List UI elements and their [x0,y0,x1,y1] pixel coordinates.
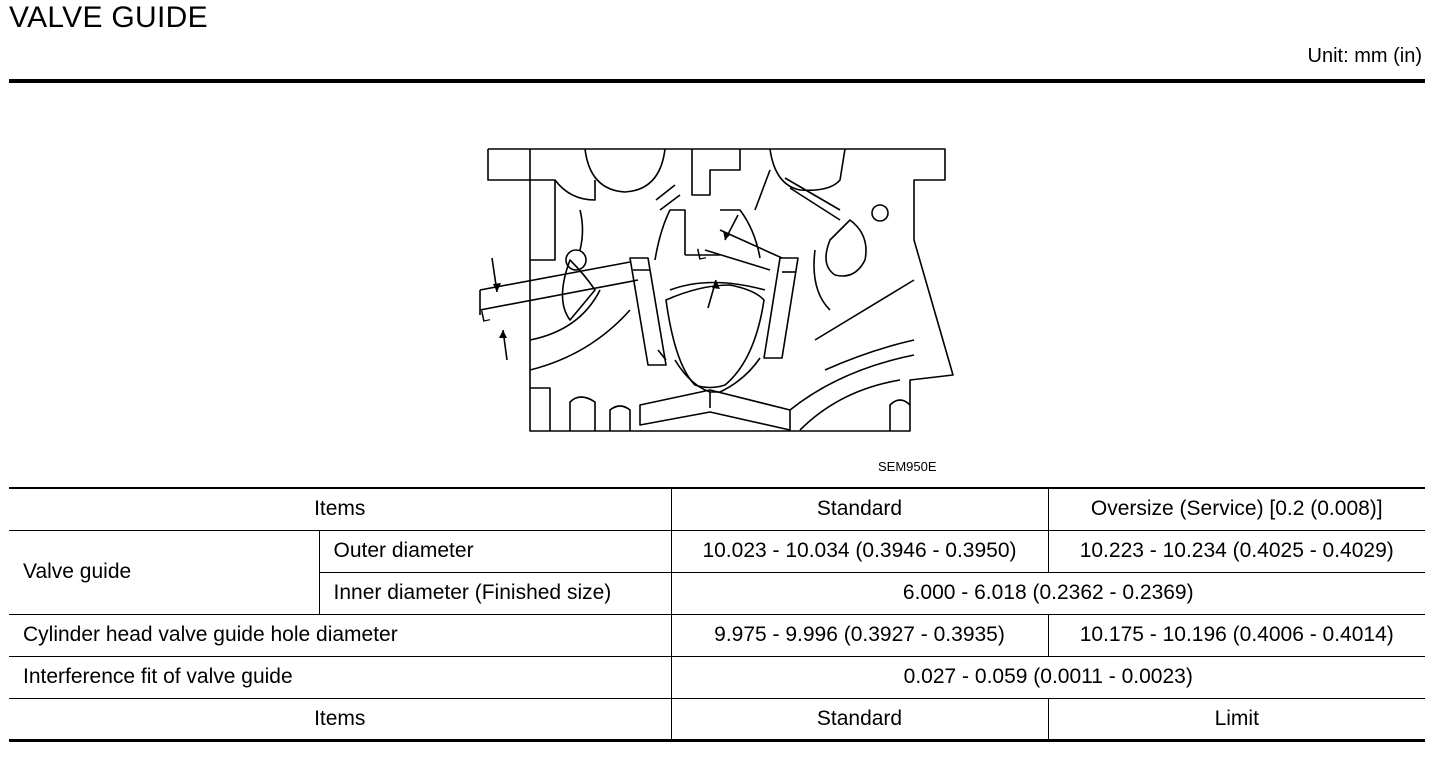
dimension-l-left: L [479,307,492,326]
header-items: Items [9,488,671,530]
outer-diameter-oversize: 10.223 - 10.234 (0.4025 - 0.4029) [1048,530,1425,572]
figure-code: SEM950E [878,459,937,474]
table-row [9,656,1425,698]
table-row [9,530,1425,572]
footer-standard: Standard [671,698,1048,740]
footer-limit: Limit [1048,698,1425,740]
hole-diameter-oversize: 10.175 - 10.196 (0.4006 - 0.4014) [1048,614,1425,656]
valve-guide-label: Valve guide [9,530,319,614]
hole-diameter-label: Cylinder head valve guide hole diameter [9,614,671,656]
header-oversize: Oversize (Service) [0.2 (0.008)] [1048,488,1425,530]
table-footer-row [9,698,1425,740]
footer-items: Items [9,698,671,740]
unit-label: Unit: mm (in) [1307,45,1422,67]
hole-diameter-standard: 9.975 - 9.996 (0.3927 - 0.3935) [671,614,1048,656]
inner-diameter-value: 6.000 - 6.018 (0.2362 - 0.2369) [671,572,1425,614]
dimension-l-right: L [695,245,708,264]
table-header-row [9,488,1425,530]
inner-diameter-label: Inner diameter (Finished size) [319,572,671,614]
cylinder-head-valve-guide-diagram [470,140,970,440]
valve-guide-spec-table [9,487,1425,742]
page-title: VALVE GUIDE [9,1,208,34]
header-standard: Standard [671,488,1048,530]
outer-diameter-standard: 10.023 - 10.034 (0.3946 - 0.3950) [671,530,1048,572]
outer-diameter-label: Outer diameter [319,530,671,572]
table-row [9,614,1425,656]
title-rule [9,79,1425,83]
interference-fit-label: Interference fit of valve guide [9,656,671,698]
interference-fit-value: 0.027 - 0.059 (0.0011 - 0.0023) [671,656,1425,698]
